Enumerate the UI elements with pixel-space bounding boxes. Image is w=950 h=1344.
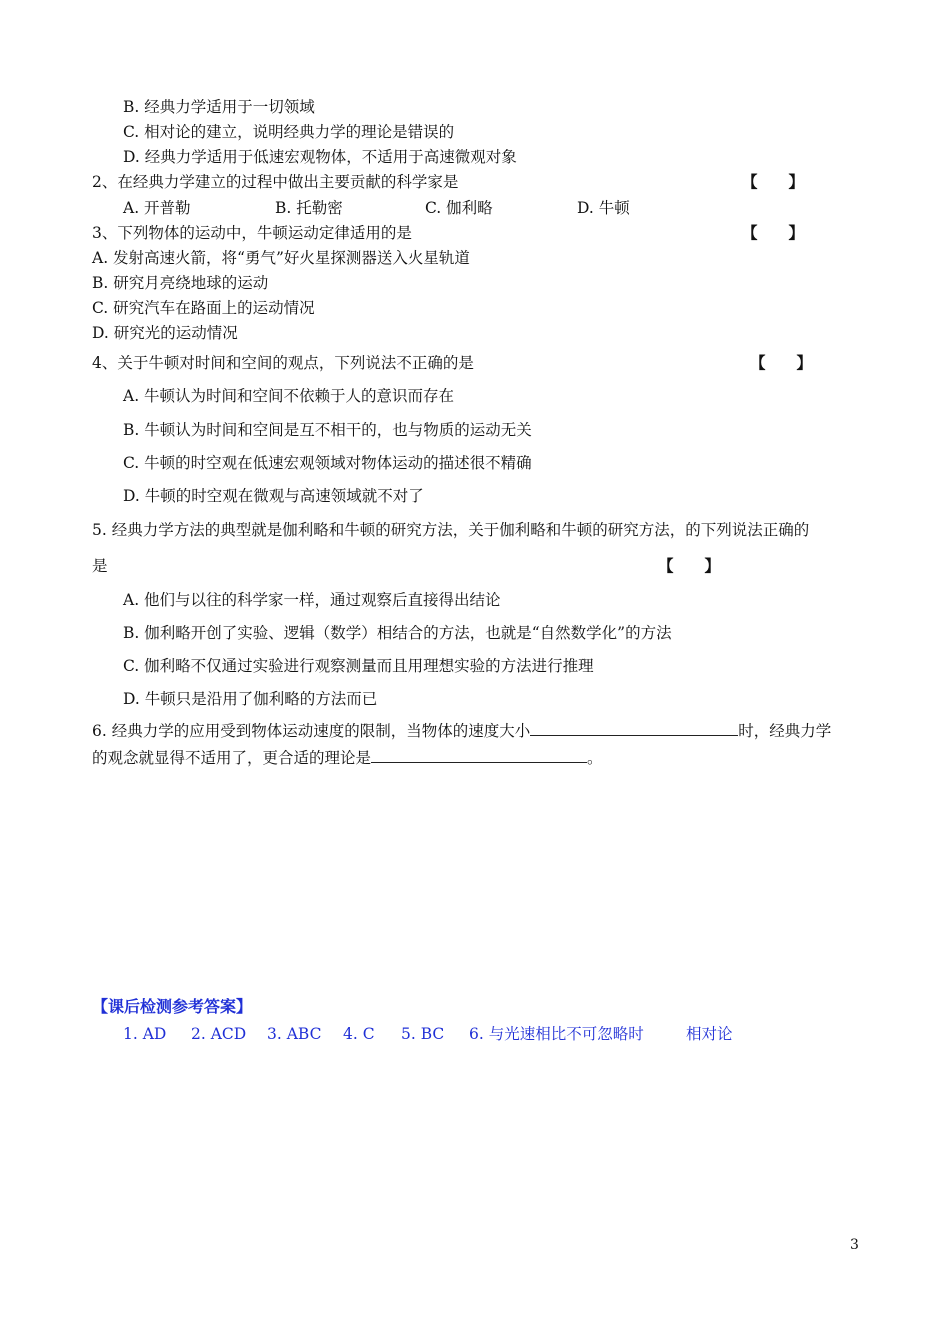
answer-item-3: 3. ABC (267, 1025, 322, 1043)
q5-option-c: C. 伽利略不仅通过实验进行观察测量而且用理想实验的方法进行推理 (123, 657, 594, 675)
answer-item-1: 1. AD (123, 1025, 167, 1043)
q1-option-b: B. 经典力学适用于一切领域 (123, 98, 315, 116)
answer-item-5: 5. BC (401, 1025, 445, 1043)
q3-option-c: C. 研究汽车在路面上的运动情况 (92, 299, 315, 317)
q6-line1 (92, 719, 831, 741)
q6-text-part4: 。 (587, 749, 603, 767)
q6-text-part1: 6. 经典力学的应用受到物体运动速度的限制，当物体的速度大小 (92, 722, 531, 740)
q3-option-d: D. 研究光的运动情况 (92, 324, 238, 342)
q3-option-b: B. 研究月亮绕地球的运动 (92, 274, 269, 292)
q5-stem-line2: 是 (92, 557, 108, 575)
q6-text-part2: 时，经典力学 (738, 722, 832, 740)
answer-key-list (123, 1024, 733, 1044)
q4-option-b: B. 牛顿认为时间和空间是互不相干的，也与物质的运动无关 (123, 421, 532, 439)
q4-option-c: C. 牛顿的时空观在低速宏观领域对物体运动的描述很不精确 (123, 454, 532, 472)
q2-option-a: A. 开普勒 (123, 199, 191, 217)
q3-stem: 3、下列物体的运动中，牛顿运动定律适用的是 (92, 224, 412, 242)
q2-option-c: C. 伽利略 (425, 199, 493, 217)
q6-blank-speed[interactable] (530, 719, 738, 736)
q2-stem: 2、在经典力学建立的过程中做出主要贡献的科学家是 (92, 173, 459, 191)
q2-answer-bracket: 【 】 (742, 172, 805, 191)
q4-answer-bracket: 【 】 (750, 353, 813, 372)
q6-line2 (92, 746, 603, 768)
answer-item-6b: 相对论 (686, 1025, 733, 1043)
q5-answer-bracket: 【 】 (658, 556, 721, 575)
q5-option-d: D. 牛顿只是沿用了伽利略的方法而已 (123, 690, 378, 708)
page-number: 3 (850, 1237, 859, 1253)
answer-item-2: 2. ACD (191, 1025, 247, 1043)
q1-option-d: D. 经典力学适用于低速宏观物体，不适用于高速微观对象 (123, 148, 517, 166)
q5-stem-line1: 5. 经典力学方法的典型就是伽利略和牛顿的研究方法，关于伽利略和牛顿的研究方法，的下列说法正确的 (92, 521, 810, 539)
q2-option-d: D. 牛顿 (577, 199, 630, 217)
q6-text-part3: 的观念就显得不适用了，更合适的理论是 (92, 749, 372, 767)
q5-option-a: A. 他们与以往的科学家一样，通过观察后直接得出结论 (123, 591, 501, 609)
q5-option-b: B. 伽利略开创了实验、逻辑（数学）相结合的方法，也就是“自然数学化”的方法 (123, 624, 672, 642)
q4-option-a: A. 牛顿认为时间和空间不依赖于人的意识而存在 (123, 387, 455, 405)
q4-option-d: D. 牛顿的时空观在微观与高速领域就不对了 (123, 487, 424, 505)
answer-item-6: 6. 与光速相比不可忽略时 (469, 1025, 644, 1043)
q2-option-b: B. 托勒密 (275, 199, 343, 217)
q2-options (123, 198, 630, 218)
q3-option-a: A. 发射高速火箭，将“勇气”好火星探测器送入火星轨道 (92, 249, 470, 267)
q1-option-c: C. 相对论的建立，说明经典力学的理论是错误的 (123, 123, 455, 141)
q6-blank-theory[interactable] (371, 746, 587, 763)
answer-key-title: 【课后检测参考答案】 (92, 997, 253, 1016)
q3-answer-bracket: 【 】 (742, 223, 805, 242)
answer-item-4: 4. C (343, 1025, 375, 1043)
q4-stem: 4、关于牛顿对时间和空间的观点，下列说法不正确的是 (92, 354, 474, 372)
